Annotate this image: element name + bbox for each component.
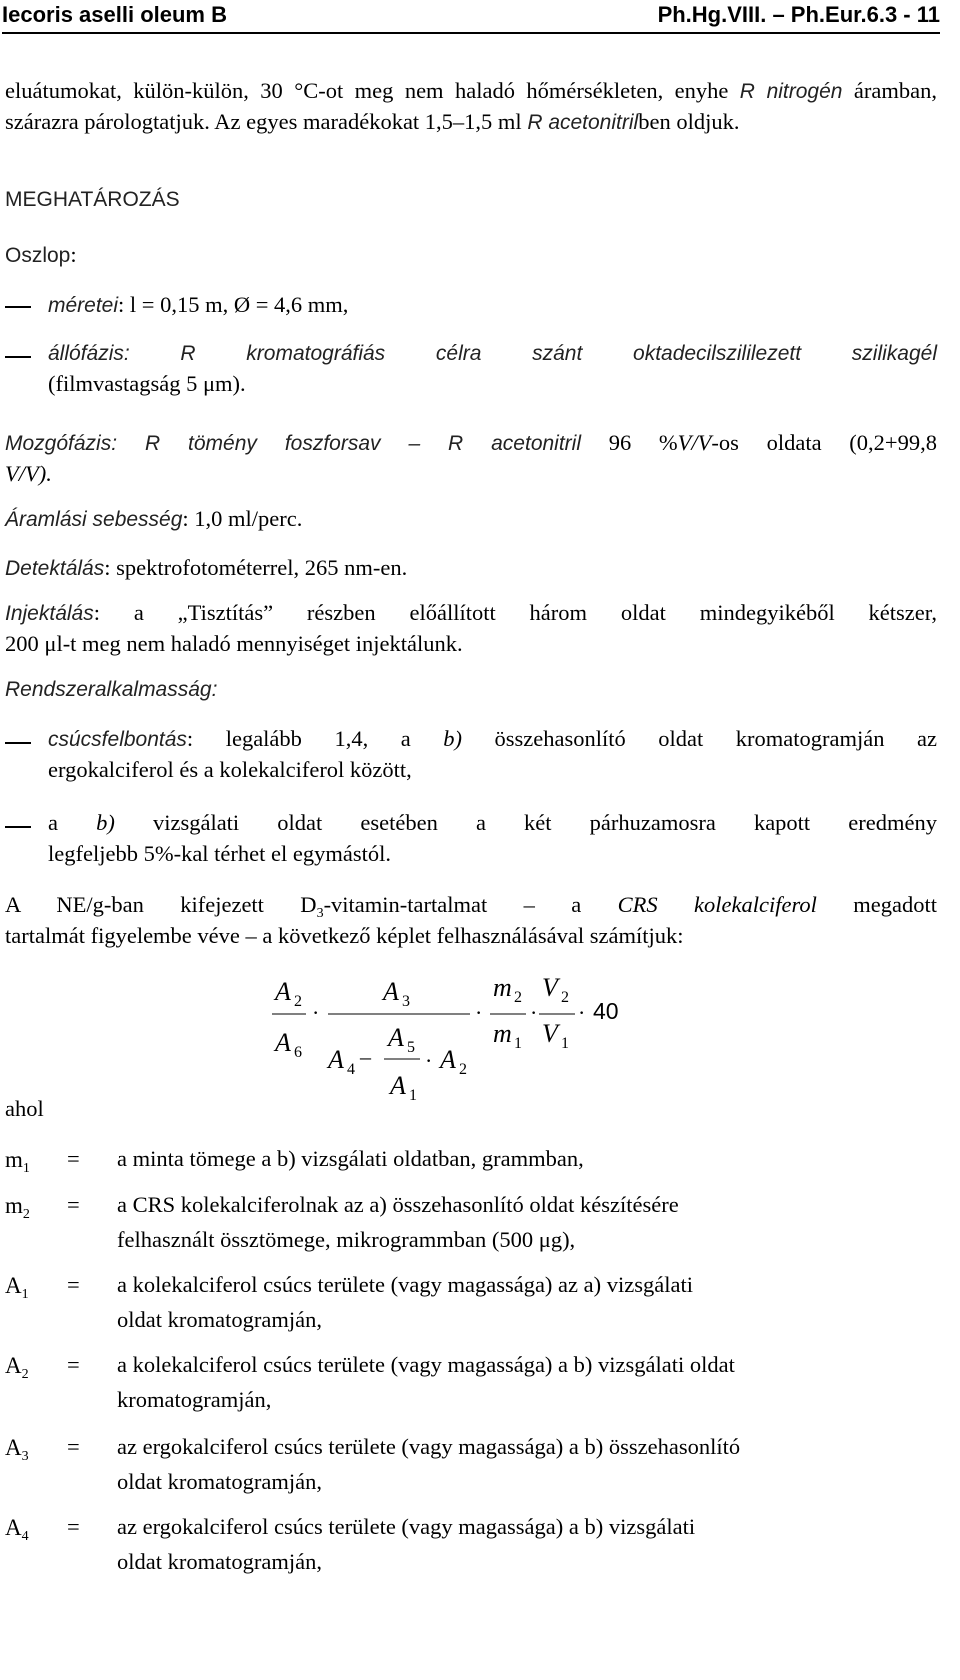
flow-rate-value: : 1,0 ml/perc.	[182, 506, 303, 531]
formula-sub: 1	[409, 1087, 417, 1104]
formula-A: A	[388, 1023, 404, 1052]
equals-sign: =	[67, 1272, 80, 1297]
formula-sub: 2	[514, 989, 522, 1006]
definition-symbol	[5, 1350, 65, 1381]
symbol-subscript: 1	[22, 1161, 30, 1176]
formula-A: A	[275, 977, 291, 1006]
definition-text	[117, 1270, 917, 1335]
definition-line: az ergokalciferol csúcs területe (vagy magassága) a b) összehasonlító	[117, 1434, 741, 1459]
equals-sign: =	[67, 1352, 80, 1377]
formula-A: A	[328, 1045, 344, 1074]
symbol-subscript: 2	[21, 1367, 29, 1382]
repeatability-text-cont: legfeljebb 5%-kal térhet el egymástól.	[48, 840, 391, 866]
formula-V: V	[542, 1019, 558, 1048]
formula-dot: ·	[530, 1000, 538, 1025]
section-heading: MEGHATÁROZÁS	[5, 188, 180, 211]
crs-reference: CRS kolekalciferol	[617, 892, 817, 917]
formula-A: A	[440, 1045, 456, 1074]
solution-ref-b: b)	[443, 726, 462, 751]
definition-symbol	[5, 1512, 65, 1543]
mobile-phase-ratio: -os oldata (0,2+99,8	[711, 430, 937, 455]
symbol-letter: m	[5, 1193, 23, 1218]
formula-A: A	[390, 1071, 406, 1100]
formula-sub: 6	[294, 1044, 302, 1061]
dimensions-value: : l = 0,15 m, Ø = 4,6 mm,	[118, 292, 349, 317]
formula-sub: 2	[561, 989, 569, 1006]
injection-text-cont: 200 μl-t meg nem haladó mennyiséget injektálunk.	[5, 630, 463, 656]
reagent-nitrogen: R nitrogén	[739, 80, 843, 103]
symbol-subscript: 1	[21, 1287, 29, 1302]
mobile-phase-unit-end: V/V).	[5, 460, 52, 486]
calc-text-a: A NE/g-ban kifejezett D	[5, 892, 317, 917]
resolution-text-c: összehasonlító oldat kromatogramján az	[461, 726, 937, 751]
equals-sign: =	[67, 1146, 80, 1171]
formula-sub: 5	[407, 1039, 415, 1056]
detection-value: : spektrofotométerrel, 265 nm-en.	[104, 555, 408, 580]
definition-text	[117, 1144, 917, 1175]
formula-sub: 3	[402, 993, 410, 1010]
formula-sub: 4	[347, 1061, 355, 1078]
formula-sub: 1	[514, 1035, 522, 1052]
definition-line: oldat kromatogramján,	[117, 1548, 322, 1574]
mobile-phase-label: Mozgófázis: R tömény foszforsav – R acetonitril	[5, 432, 581, 455]
formula-dot: ·	[312, 1000, 320, 1025]
symbol-letter: A	[5, 1353, 22, 1378]
system-suitability-heading: Rendszeralkalmasság:	[5, 678, 218, 701]
detection-label: Detektálás	[5, 557, 105, 580]
stationary-label: állófázis	[48, 342, 124, 365]
definition-text	[117, 1512, 917, 1577]
solution-ref-b: b)	[96, 810, 115, 835]
symbol-subscript: 4	[21, 1529, 29, 1544]
repeatability-text-c: vizsgálati oldat esetében a két párhuzamosra kapott eredmény	[114, 810, 937, 835]
calc-text-b: -vitamin-tartalmat – a	[323, 892, 618, 917]
definition-line: a minta tömege a b) vizsgálati oldatban, grammban,	[117, 1146, 584, 1171]
definition-line: a kolekalciferol csúcs területe (vagy magassága) a b) vizsgálati oldat	[117, 1352, 735, 1377]
calc-text-c: megadott	[816, 892, 937, 917]
calc-subscript: 3	[316, 906, 324, 921]
definition-line: felhasznált össztömege, mikrogrammban (500 μg),	[117, 1226, 576, 1252]
formula-minus: –	[360, 1044, 371, 1069]
formula-m: m	[493, 1019, 512, 1048]
resolution-text-a: : legalább 1,4, a	[186, 726, 444, 751]
definition-text	[117, 1190, 917, 1255]
where-label: ahol	[5, 1096, 44, 1121]
formula-sub: 1	[561, 1035, 569, 1052]
formula-dot: ·	[425, 1048, 433, 1073]
equals-sign: =	[67, 1434, 80, 1459]
definition-line: kromatogramján,	[117, 1386, 272, 1412]
injection-text: : a „Tisztítás” részben előállított három oldat mindegyikéből kétszer,	[93, 600, 937, 625]
resolution-label: csúcsfelbontás	[48, 728, 187, 751]
formula-m: m	[493, 973, 512, 1002]
mobile-phase-conc: 96 %	[581, 430, 678, 455]
formula-V: V	[542, 973, 558, 1002]
column-label: Oszlop	[5, 244, 71, 267]
definition-symbol	[5, 1270, 65, 1301]
header-monograph-title: Iecoris aselli oleum B	[2, 2, 227, 27]
header-pharmacopoeia-ref: Ph.Hg.VIII. – Ph.Eur.6.3 - 11	[657, 2, 940, 27]
formula-constant: 40	[593, 998, 619, 1024]
equals-sign: =	[67, 1514, 80, 1539]
formula-sub: 2	[294, 993, 302, 1010]
reagent-acetonitrile: R acetonitril	[527, 110, 639, 134]
definition-text	[117, 1350, 917, 1415]
symbol-letter: m	[5, 1147, 23, 1172]
formula-dot: ·	[475, 1000, 483, 1025]
injection-label: Injektálás	[5, 602, 94, 625]
symbol-subscript: 3	[21, 1449, 29, 1464]
intro-text-b: áramban, szárazra párologtatjuk. Az egyes maradékokat 1,5–1,5 ml	[5, 78, 937, 134]
column-colon: :	[70, 242, 77, 267]
definition-line: oldat kromatogramján,	[117, 1468, 322, 1494]
intro-text-a: eluátumokat, külön-külön, 30 °C-ot meg nem haladó hőmérsékleten, enyhe	[5, 78, 740, 103]
definition-line: a CRS kolekalciferolnak az a) összehasonlító oldat készítésére	[117, 1192, 679, 1217]
formula-sub: 2	[459, 1061, 467, 1078]
mobile-phase-unit: V/V	[677, 430, 712, 455]
symbol-subscript: 2	[22, 1207, 30, 1222]
stationary-value: : R kromatográfiás célra szánt oktadecilszililezett szilikagél	[123, 342, 937, 365]
symbol-letter: A	[5, 1435, 22, 1460]
definition-line: a kolekalciferol csúcs területe (vagy magassága) az a) vizsgálati	[117, 1272, 693, 1297]
definition-line: az ergokalciferol csúcs területe (vagy magassága) a b) vizsgálati	[117, 1514, 696, 1539]
symbol-letter: A	[5, 1273, 22, 1298]
formula-A: A	[275, 1028, 291, 1057]
intro-text-c: ben oldjuk.	[638, 108, 740, 134]
dimensions-label: méretei	[48, 294, 119, 317]
symbol-letter: A	[5, 1515, 22, 1540]
equals-sign: =	[67, 1192, 80, 1217]
definition-symbol	[5, 1144, 65, 1175]
repeatability-text-a: a	[48, 810, 97, 835]
resolution-text-cont: ergokalciferol és a kolekalciferol között,	[48, 756, 412, 782]
definition-symbol	[5, 1432, 65, 1463]
definition-line: oldat kromatogramján,	[117, 1306, 322, 1332]
definition-text	[117, 1432, 917, 1497]
flow-rate-label: Áramlási sebesség	[5, 508, 183, 531]
stationary-value-cont: (filmvastagság 5 μm).	[48, 370, 246, 396]
formula-dot: ·	[578, 1000, 586, 1025]
formula-A: A	[383, 977, 399, 1006]
definition-symbol	[5, 1190, 65, 1221]
calc-text-line2: tartalmát figyelembe véve – a következő képlet felhasználásával számítjuk:	[5, 922, 684, 948]
